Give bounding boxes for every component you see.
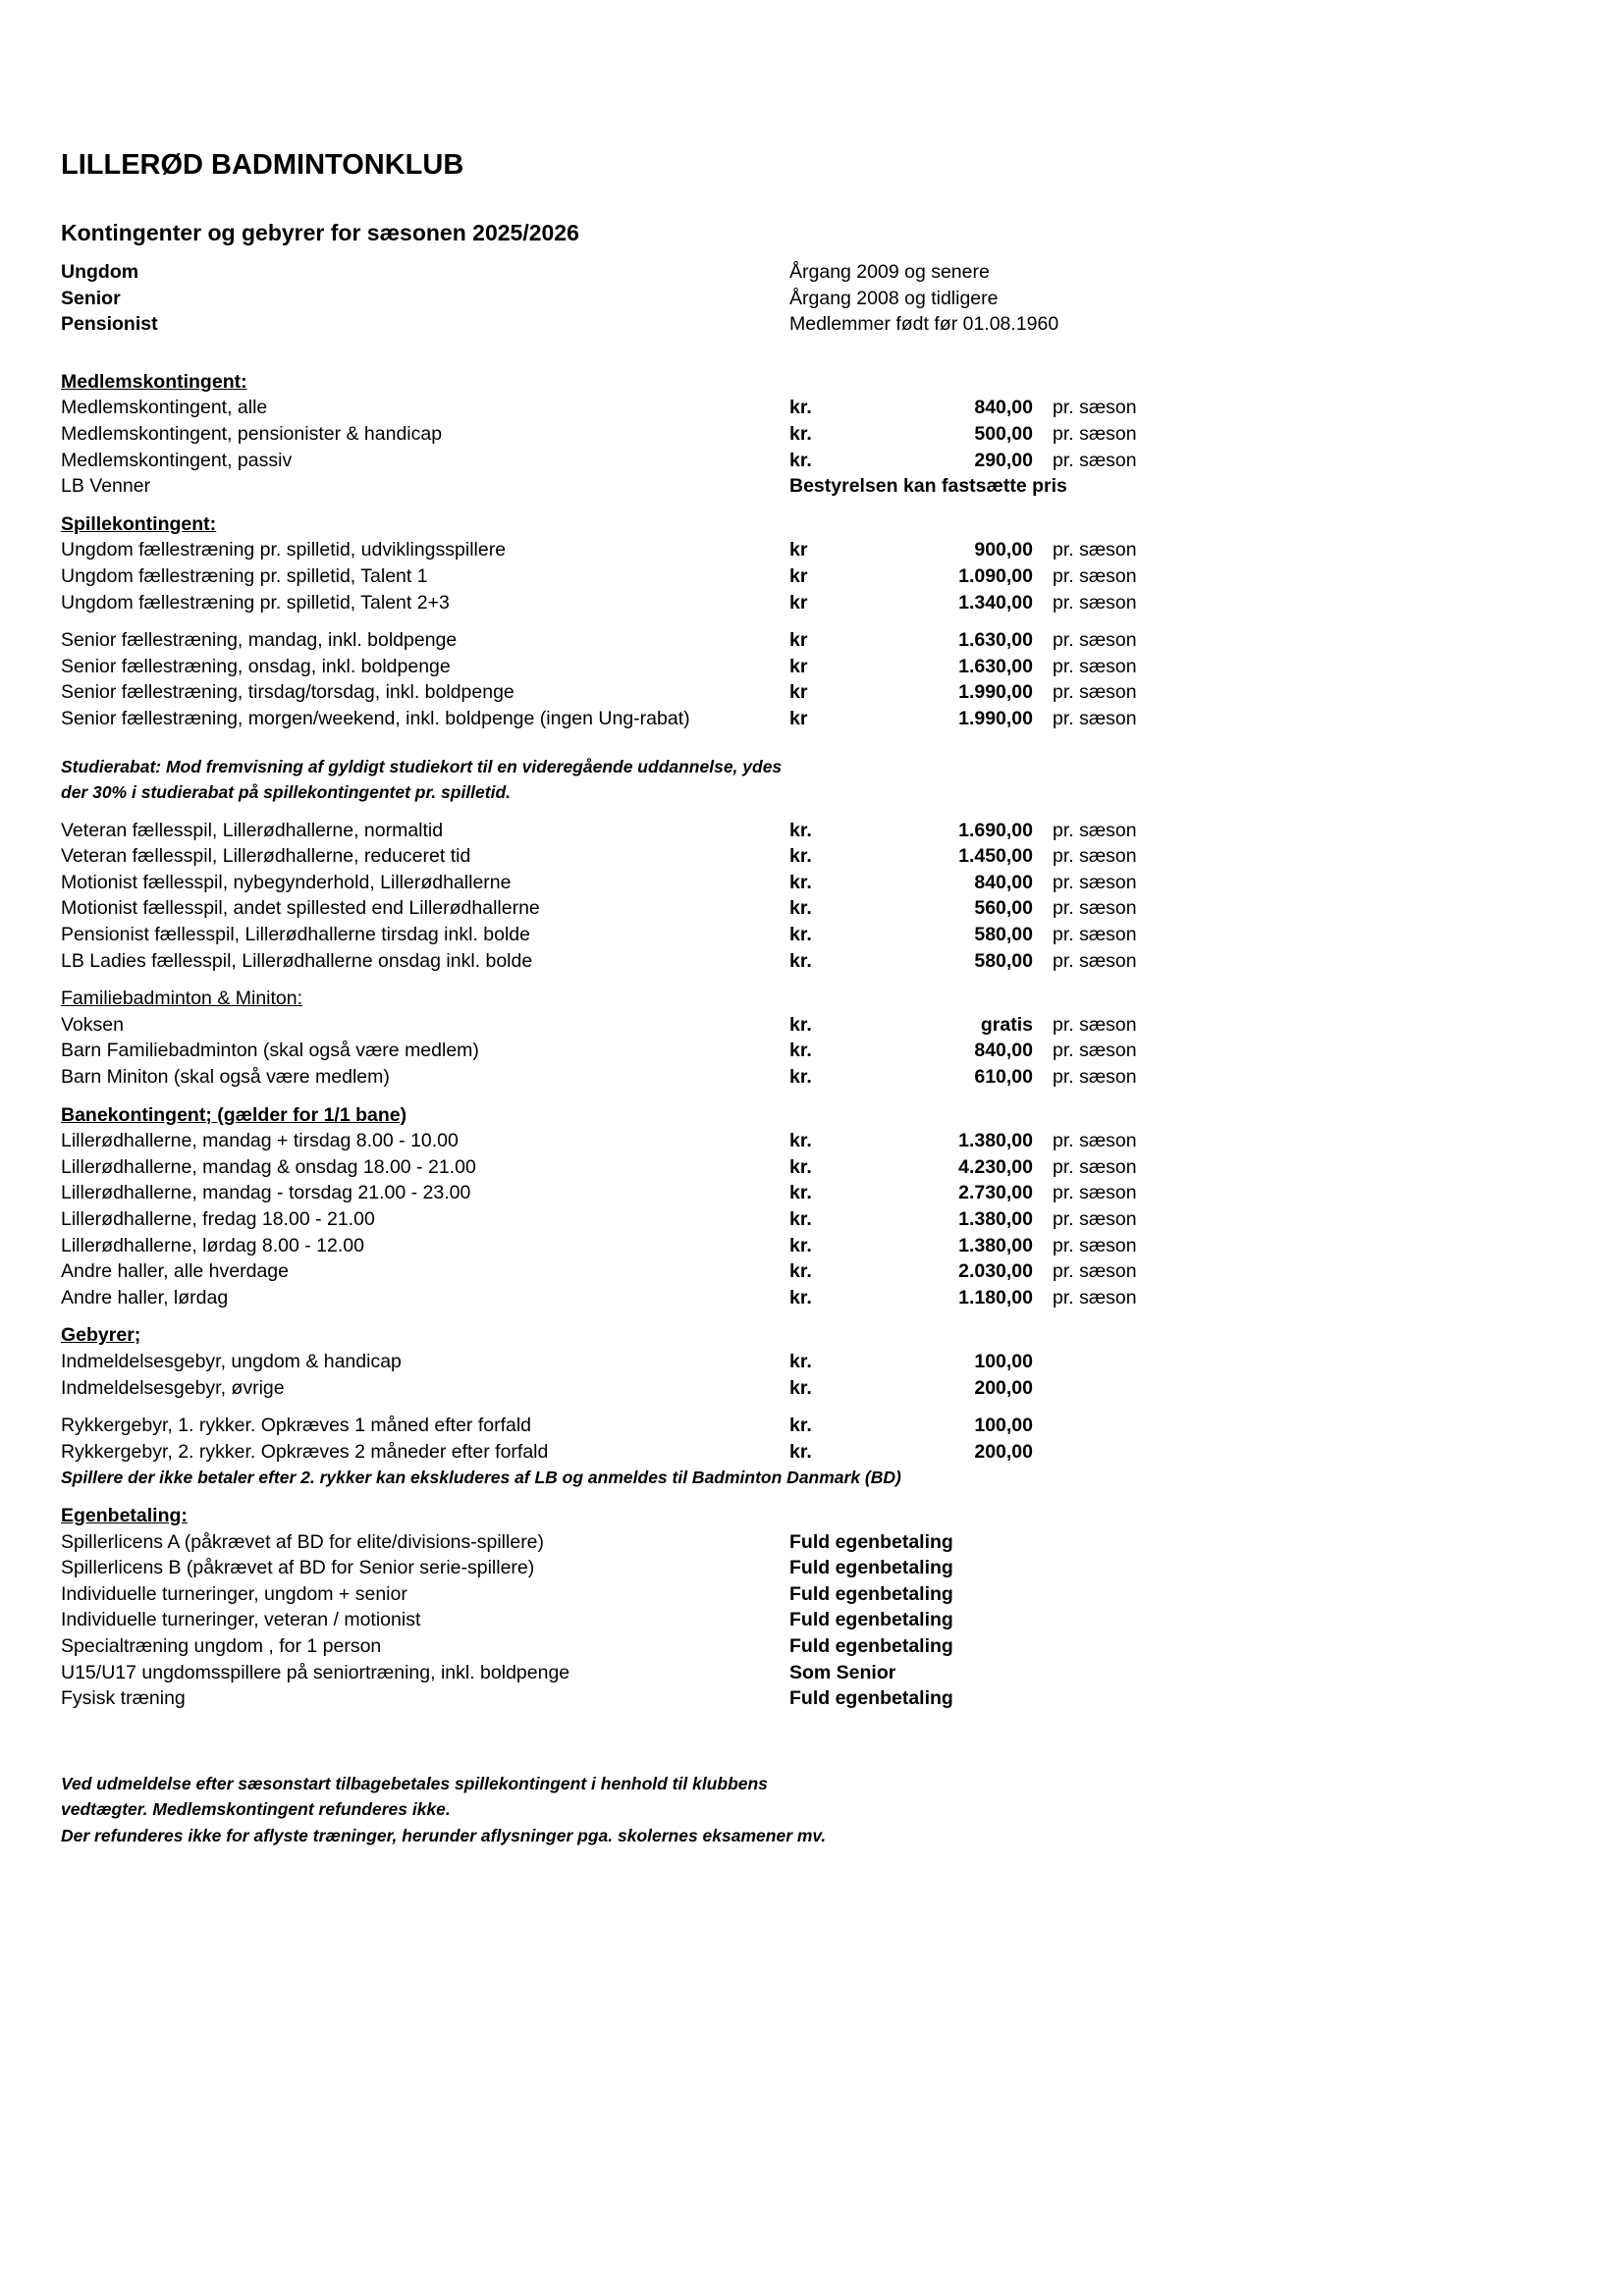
section-heading-spille — [61, 511, 1593, 538]
price-amount: 500,00 — [974, 422, 1033, 445]
venner-note: Bestyrelsen kan fastsætte pris — [789, 475, 1067, 498]
row-label: Spillerlicens B (påkrævet af BD for Senior serie-spillere) — [61, 1557, 535, 1579]
category-name: Ungdom — [61, 261, 139, 283]
currency-unit: kr. — [789, 924, 812, 946]
per-season: pr. sæson — [1053, 1182, 1137, 1204]
heading-text: Gebyrer; — [61, 1324, 141, 1347]
price-amount: 1.380,00 — [958, 1208, 1033, 1230]
row-label: Specialtræning ungdom , for 1 person — [61, 1634, 382, 1657]
season-title: Kontingenter og gebyrer for sæsonen 2025/2026 — [61, 220, 579, 245]
price-amount: 1.380,00 — [958, 1234, 1033, 1256]
row-label: Lillerødhallerne, mandag & onsdag 18.00 - 21.00 — [61, 1155, 476, 1178]
price-row — [61, 1012, 1593, 1039]
row-label: Veteran fællesspil, Lillerødhallerne, reduceret tid — [61, 845, 471, 868]
category-row — [61, 286, 1593, 312]
row-label: Senior fællestræning, tirsdag/torsdag, inkl. boldpenge — [61, 681, 514, 704]
price-row — [61, 870, 1593, 896]
section-heading-gebyrer — [61, 1322, 1593, 1349]
row-label: Senior fællestræning, mandag, inkl. boldpenge — [61, 629, 458, 652]
currency-unit: kr. — [789, 897, 812, 920]
per-season: pr. sæson — [1053, 819, 1137, 841]
price-amount: 1.990,00 — [958, 681, 1033, 704]
heading-text: Familiebadminton & Miniton: — [61, 988, 303, 1010]
price-amount: 4.230,00 — [958, 1155, 1033, 1178]
price-row — [61, 1064, 1593, 1091]
currency-unit: kr — [789, 681, 808, 704]
currency-unit: kr. — [789, 1130, 812, 1152]
price-amount: 580,00 — [974, 924, 1033, 946]
price-amount: 2.030,00 — [958, 1260, 1033, 1283]
currency-unit: kr. — [789, 1040, 812, 1062]
medlem-rows — [61, 395, 1593, 473]
price-row — [61, 537, 1593, 563]
category-desc: Årgang 2009 og senere — [789, 261, 990, 283]
studie-note-line: Studierabat: Mod fremvisning af gyldigt studiekort til en videregående uddannelse, ydes — [61, 756, 783, 776]
price-amount: 200,00 — [974, 1440, 1033, 1463]
price-row — [61, 1180, 1593, 1206]
familie-rows — [61, 1012, 1593, 1091]
price-row — [61, 679, 1593, 706]
per-season: pr. sæson — [1053, 449, 1137, 471]
heading-text: Spillekontingent: — [61, 512, 217, 535]
row-label: Veteran fællesspil, Lillerødhallerne, normaltid — [61, 819, 444, 841]
category-desc: Medlemmer født før 01.08.1960 — [789, 313, 1059, 336]
price-amount: 1.690,00 — [958, 819, 1033, 841]
per-season: pr. sæson — [1053, 949, 1137, 972]
per-season: pr. sæson — [1053, 681, 1137, 704]
currency-unit: kr. — [789, 1415, 812, 1437]
row-label: Motionist fællesspil, andet spillested end Lillerødhallerne — [61, 897, 540, 920]
price-amount: 840,00 — [974, 1040, 1033, 1062]
egen-rows — [61, 1529, 1593, 1712]
heading-text: Medlemskontingent: — [61, 370, 247, 393]
price-amount: 100,00 — [974, 1350, 1033, 1372]
per-season: pr. sæson — [1053, 629, 1137, 652]
currency-unit: kr. — [789, 1260, 812, 1283]
currency-unit: kr — [789, 564, 808, 587]
per-season: pr. sæson — [1053, 1066, 1137, 1089]
price-amount: 290,00 — [974, 449, 1033, 471]
price-row — [61, 1413, 1593, 1439]
currency-unit: kr — [789, 707, 808, 729]
venner-label: LB Venner — [61, 475, 151, 498]
row-label: Indmeldelsesgebyr, øvrige — [61, 1376, 285, 1399]
row-label: Lillerødhallerne, lørdag 8.00 - 12.00 — [61, 1234, 364, 1256]
currency-unit: kr — [789, 655, 808, 677]
row-label: Barn Miniton (skal også være medlem) — [61, 1066, 390, 1089]
egen-row — [61, 1555, 1593, 1581]
price-row — [61, 590, 1593, 616]
row-label: Senior fællestræning, onsdag, inkl. boldpenge — [61, 655, 451, 677]
price-amount: 100,00 — [974, 1415, 1033, 1437]
price-row — [61, 895, 1593, 922]
footer-line: Ved udmeldelse efter sæsonstart tilbagebetales spillekontingent i henhold til klubbens — [61, 1773, 768, 1793]
currency-unit: kr. — [789, 1234, 812, 1256]
price-row — [61, 654, 1593, 680]
price-amount: 560,00 — [974, 897, 1033, 920]
per-season: pr. sæson — [1053, 1155, 1137, 1178]
payment-value: Fuld egenbetaling — [789, 1582, 953, 1605]
bane-rows — [61, 1128, 1593, 1310]
row-label: Medlemskontingent, pensionister & handicap — [61, 422, 443, 445]
price-row — [61, 1154, 1593, 1181]
egen-row — [61, 1633, 1593, 1660]
heading-text: Egenbetaling: — [61, 1504, 188, 1526]
per-season: pr. sæson — [1053, 1040, 1137, 1062]
egen-row — [61, 1607, 1593, 1633]
category-name: Pensionist — [61, 313, 158, 336]
currency-unit: kr. — [789, 819, 812, 841]
price-amount: 1.340,00 — [958, 591, 1033, 614]
price-amount: 1.450,00 — [958, 845, 1033, 868]
price-row — [61, 1285, 1593, 1311]
per-season: pr. sæson — [1053, 1260, 1137, 1283]
per-season: pr. sæson — [1053, 897, 1137, 920]
currency-unit: kr — [789, 591, 808, 614]
price-row — [61, 1349, 1593, 1375]
price-amount: 840,00 — [974, 871, 1033, 893]
row-label: Indmeldelsesgebyr, ungdom & handicap — [61, 1350, 402, 1372]
category-name: Senior — [61, 287, 121, 309]
footer-line: Der refunderes ikke for aflyste træninger, herunder aflysninger pga. skolernes eksamener mv. — [61, 1825, 827, 1845]
spille-senior-rows — [61, 627, 1593, 731]
row-label: Rykkergebyr, 2. rykker. Opkræves 2 måneder efter forfald — [61, 1440, 549, 1463]
lb-venner-row — [61, 473, 1593, 500]
per-season: pr. sæson — [1053, 655, 1137, 677]
price-amount: 1.630,00 — [958, 629, 1033, 652]
price-amount: 580,00 — [974, 949, 1033, 972]
currency-unit: kr — [789, 539, 808, 561]
price-row — [61, 843, 1593, 870]
price-row — [61, 818, 1593, 844]
per-season: pr. sæson — [1053, 1208, 1137, 1230]
gebyr-indmeld-rows — [61, 1349, 1593, 1401]
price-row — [61, 395, 1593, 421]
heading-text: Banekontingent; (gælder for 1/1 bane) — [61, 1103, 407, 1126]
currency-unit: kr. — [789, 1155, 812, 1178]
currency-unit: kr. — [789, 1013, 812, 1036]
row-label: Fysisk træning — [61, 1687, 186, 1710]
row-label: Voksen — [61, 1013, 124, 1036]
currency-unit: kr. — [789, 845, 812, 868]
row-label: Andre haller, lørdag — [61, 1286, 229, 1308]
row-label: Barn Familiebadminton (skal også være medlem) — [61, 1040, 479, 1062]
payment-value: Fuld egenbetaling — [789, 1557, 953, 1579]
row-label: Ungdom fællestræning pr. spilletid, udviklingsspillere — [61, 539, 507, 561]
per-season: pr. sæson — [1053, 1130, 1137, 1152]
payment-value: Fuld egenbetaling — [789, 1609, 953, 1631]
price-row — [61, 1258, 1593, 1285]
price-amount: 1.630,00 — [958, 655, 1033, 677]
price-row — [61, 1128, 1593, 1154]
payment-value: Fuld egenbetaling — [789, 1530, 953, 1553]
currency-unit: kr. — [789, 1440, 812, 1463]
currency-unit: kr. — [789, 949, 812, 972]
currency-unit: kr — [789, 629, 808, 652]
row-label: Pensionist fællesspil, Lillerødhallerne tirsdag inkl. bolde — [61, 924, 530, 946]
row-label: Motionist fællesspil, nybegynderhold, Lillerødhallerne — [61, 871, 512, 893]
currency-unit: kr. — [789, 1376, 812, 1399]
rykker-note: Spillere der ikke betaler efter 2. rykker kan ekskluderes af LB og anmeldes til Badminton Danmark (BD) — [61, 1468, 901, 1488]
footer-line: vedtægter. Medlemskontingent refunderes ikke. — [61, 1799, 451, 1820]
egen-row — [61, 1581, 1593, 1608]
price-row — [61, 1233, 1593, 1259]
row-label: Rykkergebyr, 1. rykker. Opkræves 1 måned efter forfald — [61, 1415, 532, 1437]
section-heading-familie — [61, 986, 1593, 1012]
studie-note-line: der 30% i studierabat på spillekontingentet pr. spilletid. — [61, 782, 512, 803]
price-amount: 610,00 — [974, 1066, 1033, 1089]
price-row — [61, 421, 1593, 448]
payment-value: Fuld egenbetaling — [789, 1687, 953, 1710]
row-label: Spillerlicens A (påkrævet af BD for elite/divisions-spillere) — [61, 1530, 545, 1553]
price-amount: 2.730,00 — [958, 1182, 1033, 1204]
section-heading-medlem — [61, 369, 1593, 396]
per-season: pr. sæson — [1053, 1234, 1137, 1256]
row-label: Ungdom fællestræning pr. spilletid, Talent 2+3 — [61, 591, 450, 614]
row-label: U15/U17 ungdomsspillere på seniortræning, inkl. boldpenge — [61, 1661, 570, 1683]
per-season: pr. sæson — [1053, 924, 1137, 946]
currency-unit: kr. — [789, 422, 812, 445]
footer-note — [61, 1771, 1593, 1849]
price-amount: 1.990,00 — [958, 707, 1033, 729]
spille-faelles-rows — [61, 818, 1593, 975]
egen-row — [61, 1685, 1593, 1712]
price-row — [61, 1439, 1593, 1466]
studie-note — [61, 754, 1593, 806]
price-row — [61, 627, 1593, 654]
row-label: Individuelle turneringer, veteran / motionist — [61, 1609, 421, 1631]
payment-value: Som Senior — [789, 1661, 896, 1683]
category-desc: Årgang 2008 og tidligere — [789, 287, 999, 309]
row-label: Medlemskontingent, alle — [61, 397, 268, 419]
per-season: pr. sæson — [1053, 539, 1137, 561]
price-amount: 1.180,00 — [958, 1286, 1033, 1308]
price-amount: gratis — [980, 1013, 1033, 1036]
gebyr-rykker-rows — [61, 1413, 1593, 1465]
price-amount: 900,00 — [974, 539, 1033, 561]
section-heading-bane — [61, 1102, 1593, 1129]
row-label: Individuelle turneringer, ungdom + senior — [61, 1582, 407, 1605]
per-season: pr. sæson — [1053, 845, 1137, 868]
price-row — [61, 948, 1593, 975]
per-season: pr. sæson — [1053, 397, 1137, 419]
price-row — [61, 922, 1593, 948]
spille-ungdom-rows — [61, 537, 1593, 615]
egen-row — [61, 1660, 1593, 1686]
row-label: Lillerødhallerne, mandag - torsdag 21.00 - 23.00 — [61, 1182, 471, 1204]
row-label: Andre haller, alle hverdage — [61, 1260, 289, 1283]
row-label: Lillerødhallerne, mandag + tirsdag 8.00 - 10.00 — [61, 1130, 459, 1152]
currency-unit: kr. — [789, 1350, 812, 1372]
price-row — [61, 1206, 1593, 1233]
price-row — [61, 563, 1593, 590]
price-document — [61, 147, 1593, 1848]
currency-unit: kr. — [789, 1286, 812, 1308]
category-row — [61, 311, 1593, 338]
payment-value: Fuld egenbetaling — [789, 1634, 953, 1657]
per-season: pr. sæson — [1053, 1286, 1137, 1308]
row-label: Senior fællestræning, morgen/weekend, inkl. boldpenge (ingen Ung-rabat) — [61, 707, 690, 729]
per-season: pr. sæson — [1053, 564, 1137, 587]
per-season: pr. sæson — [1053, 707, 1137, 729]
row-label: LB Ladies fællesspil, Lillerødhallerne onsdag inkl. bolde — [61, 949, 533, 972]
per-season: pr. sæson — [1053, 1013, 1137, 1036]
price-row — [61, 1375, 1593, 1402]
currency-unit: kr. — [789, 397, 812, 419]
category-row — [61, 259, 1593, 286]
price-amount: 1.090,00 — [958, 564, 1033, 587]
currency-unit: kr. — [789, 449, 812, 471]
section-heading-egen — [61, 1503, 1593, 1529]
currency-unit: kr. — [789, 1208, 812, 1230]
row-label: Lillerødhallerne, fredag 18.00 - 21.00 — [61, 1208, 375, 1230]
price-row — [61, 706, 1593, 732]
per-season: pr. sæson — [1053, 422, 1137, 445]
price-row — [61, 448, 1593, 474]
currency-unit: kr. — [789, 1066, 812, 1089]
currency-unit: kr. — [789, 871, 812, 893]
currency-unit: kr. — [789, 1182, 812, 1204]
price-amount: 840,00 — [974, 397, 1033, 419]
row-label: Medlemskontingent, passiv — [61, 449, 293, 471]
price-amount: 1.380,00 — [958, 1130, 1033, 1152]
row-label: Ungdom fællestræning pr. spilletid, Talent 1 — [61, 564, 428, 587]
egen-row — [61, 1529, 1593, 1556]
club-name: LILLERØD BADMINTONKLUB — [61, 149, 464, 181]
price-amount: 200,00 — [974, 1376, 1033, 1399]
per-season: pr. sæson — [1053, 591, 1137, 614]
per-season: pr. sæson — [1053, 871, 1137, 893]
price-row — [61, 1038, 1593, 1064]
